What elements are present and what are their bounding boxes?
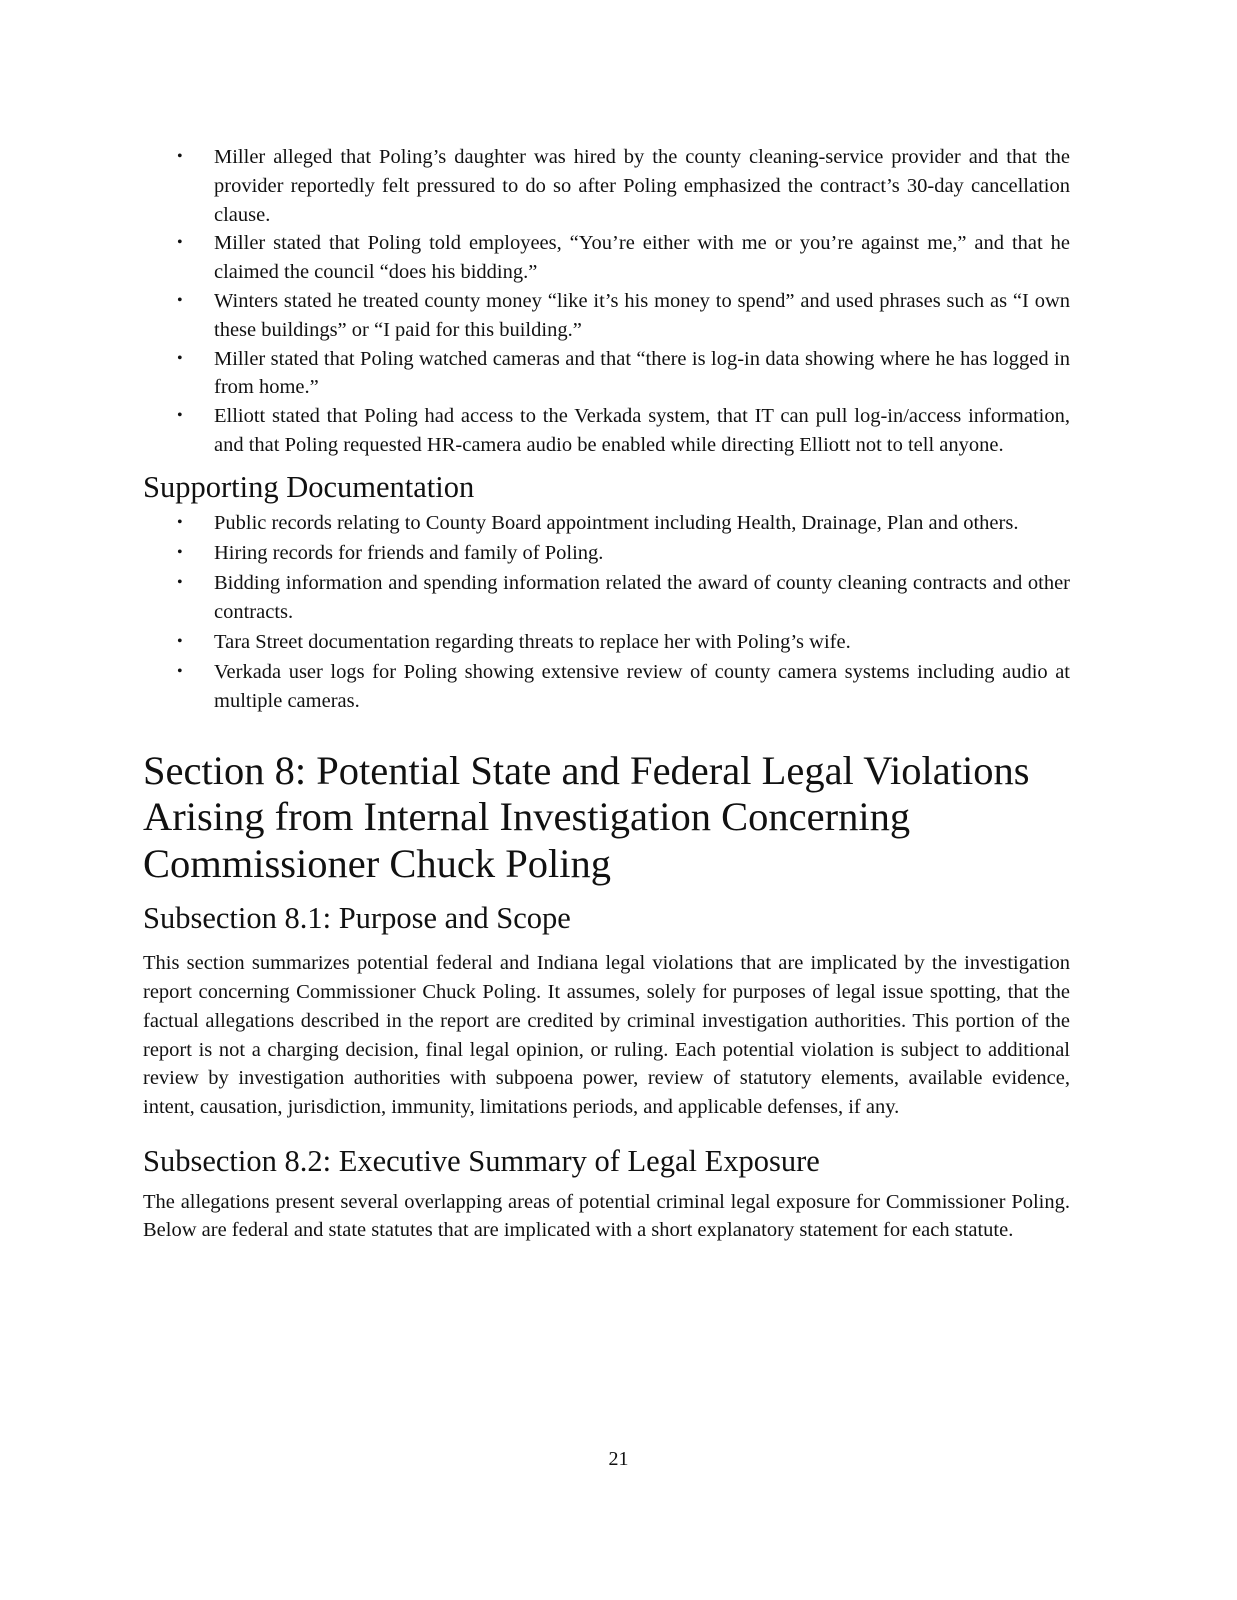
page-number: 21 (608, 1448, 629, 1470)
list-item (143, 143, 1070, 229)
bullet-icon: • (177, 543, 183, 561)
list-item-text: Miller stated that Poling watched cameras and that “there is log-in data showing where he has logged in from home.” (214, 347, 1070, 399)
list-item-text: Bidding information and spending information related the award of county cleaning contracts and other contracts. (214, 572, 1070, 623)
bullet-icon: • (177, 407, 183, 425)
list-item (143, 628, 1070, 657)
list-item (143, 287, 1070, 345)
subsection-8-2-heading: Subsection 8.2: Executive Summary of Legal Exposure (143, 1143, 820, 1178)
bullet-icon: • (177, 513, 183, 531)
list-item-text: Miller alleged that Poling’s daughter was hired by the county cleaning-service provider and that the provider reportedly felt pressured to do so after Poling emphasized the contract’s 30-day cancellation clause. (214, 146, 1070, 226)
list-item-text: Miller stated that Poling told employees, “You’re either with me or you’re against me,” and that he claimed the council “does his bidding.” (214, 232, 1070, 284)
list-item-text: Winters stated he treated county money “like it’s his money to spend” and used phrases such as “I own these buildings” or “I paid for this building.” (214, 289, 1070, 341)
bullet-icon: • (177, 574, 183, 592)
list-item (143, 402, 1070, 460)
list-item-text: Elliott stated that Poling had access to the Verkada system, that IT can pull log-in/access information, and that Poling requested HR-camera audio be enabled while directing Elliott not to tell anyone. (214, 405, 1070, 456)
subsection-8-1-heading: Subsection 8.1: Purpose and Scope (143, 901, 571, 936)
bullet-icon: • (177, 663, 183, 681)
list-item-text: Hiring records for friends and family of Poling. (214, 541, 604, 564)
list-item-text: Tara Street documentation regarding threats to replace her with Poling’s wife. (214, 631, 851, 654)
list-item-text: Public records relating to County Board appointment including Health, Drainage, Plan and others. (214, 511, 1019, 534)
supporting-documentation-list (143, 509, 1070, 716)
bullet-icon: • (177, 234, 183, 252)
document-page (143, 143, 1070, 1245)
list-item (143, 229, 1070, 287)
list-item (143, 345, 1070, 403)
bullet-icon: • (177, 148, 183, 165)
allegations-list (143, 143, 1070, 460)
list-item (143, 539, 1070, 568)
subsection-8-1-body: This section summarizes potential federal and Indiana legal violations that are implicated by the investigation report concerning Commissioner Chuck Poling. It assumes, solely for purposes of legal issue spotting, that the factual allegations described in the report are credited by criminal investigation authorities. This portion of the report is not a charging decision, final legal opinion, or ruling. Each potential violation is subject to additional review by investigation authorities with subpoena power, review of statutory elements, available evidence, intent, causation, jurisdiction, immunity, limitations periods, and applicable defenses, if any. (143, 952, 1070, 1118)
subsection-8-2-body: The allegations present several overlapping areas of potential criminal legal exposure for Commissioner Poling. Below are federal and state statutes that are implicated with a short explanatory statement for each statute. (143, 1190, 1070, 1242)
bullet-icon: • (177, 633, 183, 651)
list-item (143, 569, 1070, 627)
section-8-heading: Section 8: Potential State and Federal Legal Violations Arising from Internal Investigation Concerning Commissioner Chuck Poling (143, 747, 1030, 886)
supporting-documentation-heading: Supporting Documentation (143, 469, 475, 504)
bullet-icon: • (177, 349, 183, 367)
list-item (143, 658, 1070, 716)
list-item-text: Verkada user logs for Poling showing extensive review of county camera systems including audio at multiple cameras. (214, 661, 1070, 713)
list-item (143, 509, 1070, 538)
bullet-icon: • (177, 291, 183, 309)
